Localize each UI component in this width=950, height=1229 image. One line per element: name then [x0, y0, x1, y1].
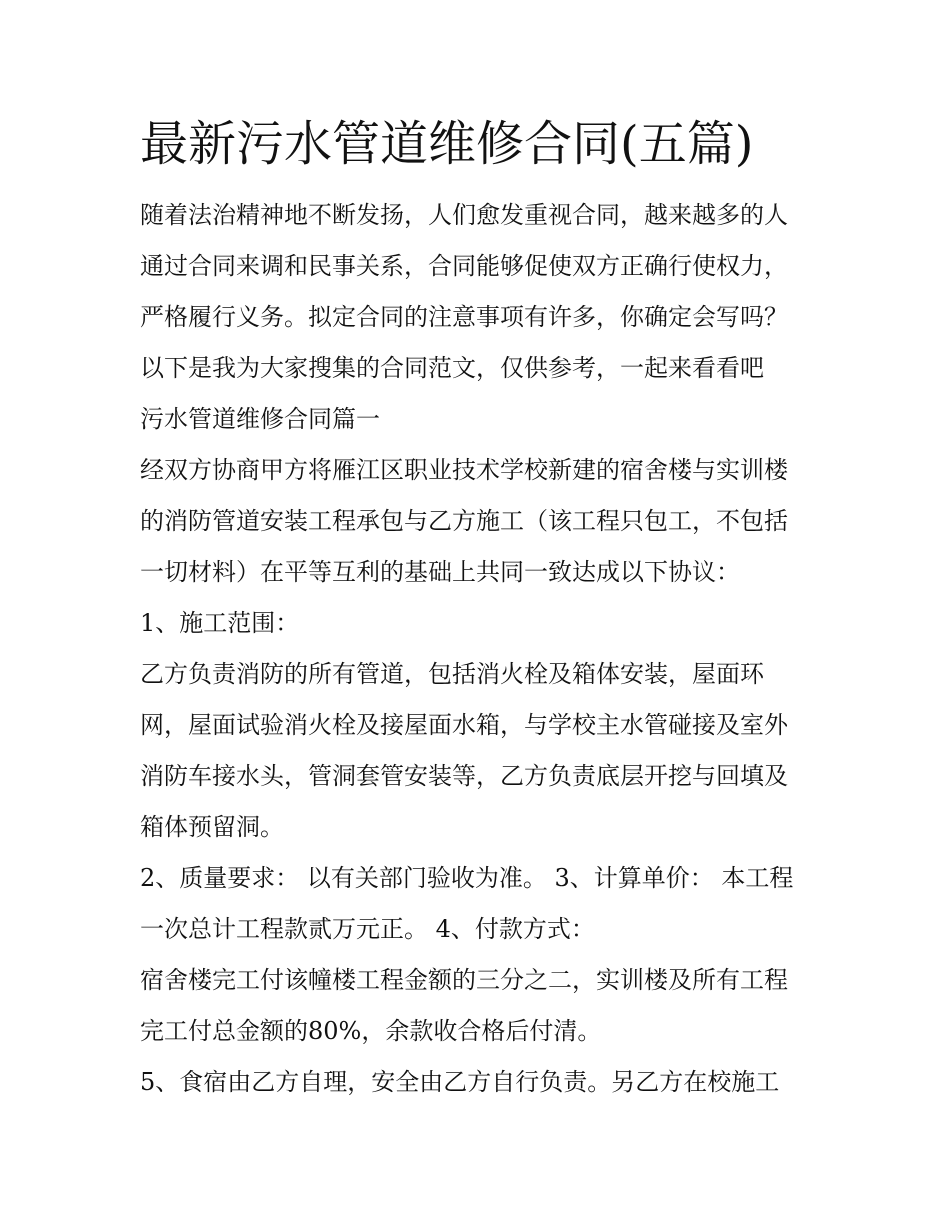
document-title: 最新污水管道维修合同(五篇): [140, 116, 754, 172]
body-line: 一次总计工程款贰万元正。 4、付款方式：: [140, 915, 595, 943]
document-page: [140, 112, 820, 1108]
body-line: 随着法治精神地不断发扬，人们愈发重视合同，越来越多的人: [140, 201, 788, 229]
body-line: 网，屋面试验消火栓及接屋面水箱，与学校主水管碰接及室外: [140, 711, 788, 739]
document-body: [140, 190, 820, 1108]
body-line: 2、质量要求： 以有关部门验收为准。 3、计算单价： 本工程: [140, 864, 794, 892]
section-heading: 污水管道维修合同篇一: [140, 405, 380, 433]
body-line: 5、食宿由乙方自理，安全由乙方自行负责。另乙方在校施工: [140, 1068, 780, 1096]
body-line: 通过合同来调和民事关系，合同能够促使双方正确行使权力，: [140, 252, 788, 280]
body-line: 以下是我为大家搜集的合同范文，仅供参考，一起来看看吧: [140, 354, 764, 382]
body-line: 箱体预留洞。: [140, 813, 284, 841]
body-line: 乙方负责消防的所有管道，包括消火栓及箱体安装，屋面环: [140, 660, 764, 688]
body-line: 宿舍楼完工付该幢楼工程金额的三分之二，实训楼及所有工程: [140, 966, 788, 994]
body-line: 经双方协商甲方将雁江区职业技术学校新建的宿舍楼与实训楼: [140, 456, 788, 484]
body-line: 完工付总金额的80%，余款收合格后付清。: [140, 1017, 602, 1045]
body-line: 一切材料）在平等互利的基础上共同一致达成以下协议：: [140, 558, 740, 586]
clause-heading: 1、施工范围：: [140, 609, 300, 637]
body-line: 严格履行义务。拟定合同的注意事项有许多，你确定会写吗？: [140, 303, 788, 331]
body-line: 的消防管道安装工程承包与乙方施工（该工程只包工，不包括: [140, 507, 788, 535]
body-line: 消防车接水头，管洞套管安装等，乙方负责底层开挖与回填及: [140, 762, 788, 790]
